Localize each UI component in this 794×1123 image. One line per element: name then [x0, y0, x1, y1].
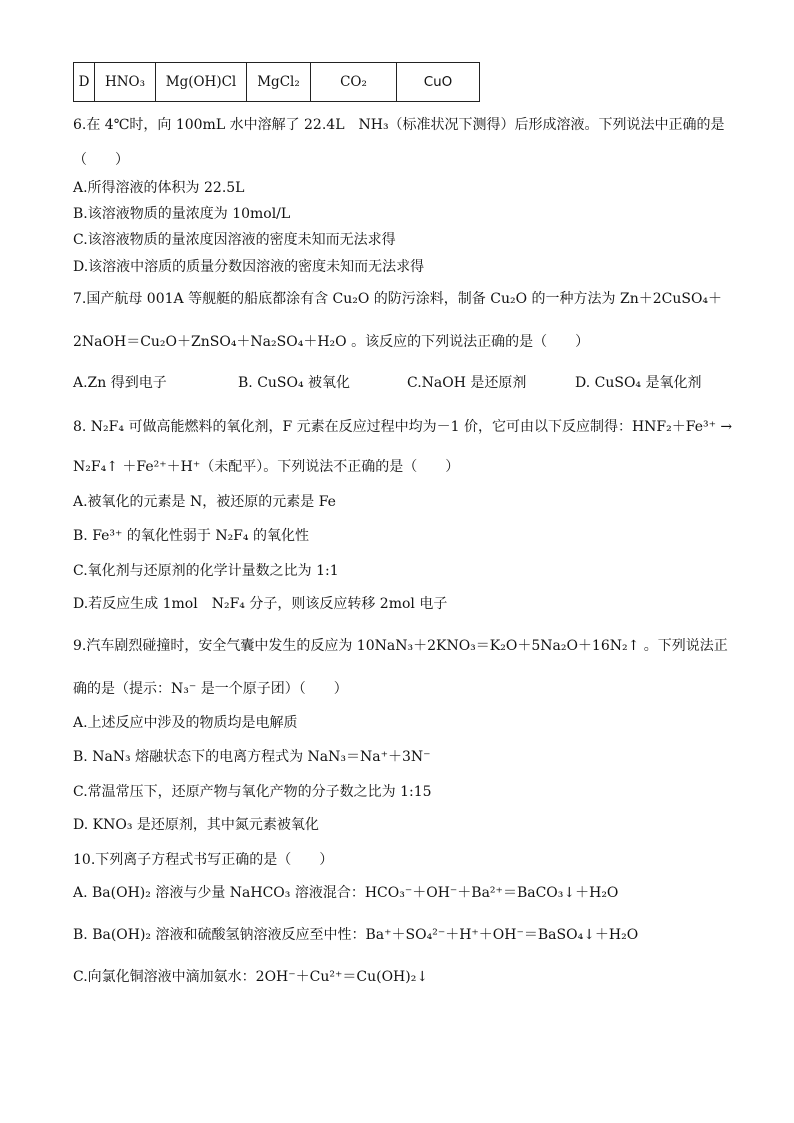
question-7-stem: 7.国产航母 001A 等舰艇的船底都涂有含 Cu₂O 的防污涂料，制备 Cu₂O 的一种方法为 Zn＋2CuSO₄＋	[73, 291, 723, 307]
question-10-option-c: C.向氯化铜溶液中滴加氨水：2OH⁻＋Cu²⁺＝Cu(OH)₂↓	[73, 969, 429, 985]
table-cell: CO₂	[311, 63, 397, 102]
table-cell: MgCl₂	[247, 63, 311, 102]
table-row	[74, 63, 480, 102]
question-6-stem: 6.在 4℃时，向 100mL 水中溶解了 22.4L NH₃（标准状况下测得）后形成溶液。下列说法中正确的是	[73, 117, 725, 133]
table-cell: HNO₃	[95, 63, 156, 102]
question-6-option-b: B.该溶液物质的量浓度为 10mol/L	[73, 206, 291, 222]
question-7-option-a: A.Zn 得到电子	[73, 375, 167, 391]
question-9-option-d: D. KNO₃ 是还原剂，其中氮元素被氧化	[73, 817, 319, 833]
question-8-option-a: A.被氧化的元素是 N，被还原的元素是 Fe	[73, 494, 336, 510]
question-7-stem-cont: 2NaOH＝Cu₂O＋ZnSO₄＋Na₂SO₄＋H₂O 。该反应的下列说法正确的是（ ）	[73, 334, 590, 350]
question-8-stem: 8. N₂F₄ 可做高能燃料的氧化剂，F 元素在反应过程中均为－1 价，它可由以下反应制得：HNF₂＋Fe³⁺ →	[73, 419, 733, 435]
question-10-option-b: B. Ba(OH)₂ 溶液和硫酸氢钠溶液反应至中性：Ba⁺＋SO₄²⁻＋H⁺＋OH⁻＝BaSO₄↓＋H₂O	[73, 927, 639, 943]
question-7-option-b: B. CuSO₄ 被氧化	[238, 375, 351, 391]
question-9-option-a: A.上述反应中涉及的物质均是电解质	[73, 715, 298, 731]
question-8-stem-cont: N₂F₄↑ ＋Fe²⁺＋H⁺（未配平）。下列说法不正确的是（ ）	[73, 459, 460, 475]
question-6-option-c: C.该溶液物质的量浓度因溶液的密度未知而无法求得	[73, 232, 396, 248]
question-7-option-d: D. CuSO₄ 是氧化剂	[575, 375, 702, 391]
question-10-stem: 10.下列离子方程式书写正确的是（ ）	[73, 852, 334, 868]
question-6-stem-cont: （ ）	[73, 152, 129, 168]
question-9-option-b: B. NaN₃ 熔融状态下的电离方程式为 NaN₃＝Na⁺＋3N⁻	[73, 749, 431, 765]
table-cell: CuO	[397, 63, 480, 102]
table-cell: Mg(OH)Cl	[156, 63, 247, 102]
question-8-option-c: C.氧化剂与还原剂的化学计量数之比为 1:1	[73, 563, 339, 579]
table-cell: D	[74, 63, 95, 102]
question-8-option-d: D.若反应生成 1mol N₂F₄ 分子，则该反应转移 2mol 电子	[73, 596, 448, 612]
question-9-stem: 9.汽车剧烈碰撞时，安全气囊中发生的反应为 10NaN₃＋2KNO₃＝K₂O＋5Na₂O＋16N₂↑ 。下列说法正	[73, 638, 728, 654]
question-10-option-a: A. Ba(OH)₂ 溶液与少量 NaHCO₃ 溶液混合：HCO₃⁻＋OH⁻＋Ba²⁺＝BaCO₃↓＋H₂O	[73, 885, 619, 901]
question-9-stem-cont: 确的是（提示：N₃⁻ 是一个原子团）（ ）	[73, 681, 348, 697]
question-9-option-c: C.常温常压下，还原产物与氧化产物的分子数之比为 1:15	[73, 784, 432, 800]
question-7-option-c: C.NaOH 是还原剂	[407, 375, 527, 391]
answer-table-fragment	[73, 62, 480, 102]
question-8-option-b: B. Fe³⁺ 的氧化性弱于 N₂F₄ 的氧化性	[73, 528, 309, 544]
question-6-option-d: D.该溶液中溶质的质量分数因溶液的密度未知而无法求得	[73, 259, 425, 275]
question-6-option-a: A.所得溶液的体积为 22.5L	[73, 180, 245, 196]
